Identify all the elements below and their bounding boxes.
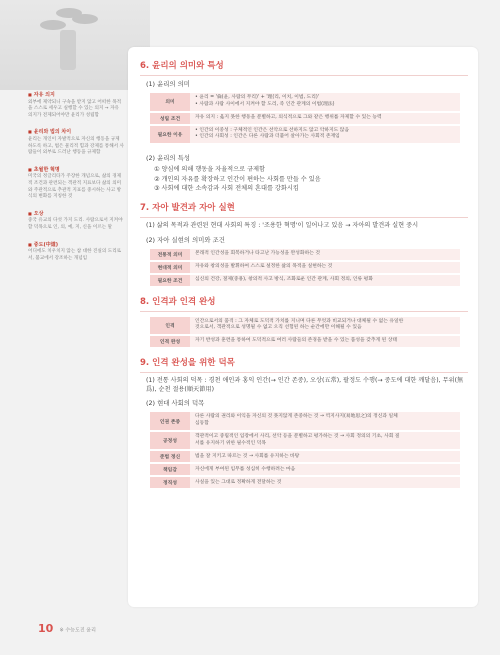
row-value xyxy=(190,317,460,335)
sidebar-note xyxy=(28,211,124,232)
divider xyxy=(140,75,468,76)
table-row xyxy=(150,412,460,430)
sidebar-note-title: ■ 초월한 혁명 xyxy=(28,167,124,174)
page-footer xyxy=(38,622,96,635)
subsection-heading: (2) 현대 사회의 덕목 xyxy=(146,399,205,408)
row-label: 전통적 의미 xyxy=(150,249,190,260)
row-line: 객관적이고 중립적인 입장에서 사리, 선악 등을 분별하고 평가하는 것 → 사회 정의의 기초, 사회 질 xyxy=(195,433,400,439)
row-label: 성립 조건 xyxy=(150,113,190,124)
table-row xyxy=(150,451,460,462)
vase-shape xyxy=(60,30,76,70)
table-row xyxy=(150,93,460,111)
row-label: 준법 정신 xyxy=(150,451,190,462)
subsection-heading: (1) 윤리의 의미 xyxy=(146,80,190,88)
leaf-shape xyxy=(56,8,82,18)
subsection-heading: (2) 자아 실현의 의미와 조건 xyxy=(146,235,225,244)
section-title: 9. 인격 완성을 위한 덕목 xyxy=(140,358,235,369)
page-number: 10 xyxy=(38,622,54,635)
section-title: 7. 자아 발견과 자아 실현 xyxy=(140,202,235,213)
row-label: 인격 xyxy=(150,317,190,335)
row-line: • 인간의 이중성 : 구체적인 인간은 선악으로 선하지도 않고 악하지도 않음 xyxy=(195,127,350,133)
row-line: • 윤리 = '倫(윤, 사람의 무리)' + '理(리, 이치, 이법, 도리)' xyxy=(195,95,320,100)
sidebar-note xyxy=(28,92,124,119)
sidebar-note xyxy=(28,242,124,263)
subsection-text: (1) 전통 사회의 덕목 : 경천 애인과 홍익 인간(→ 인간 존중), 오상(五常), 팔정도 수행(→ 중도에 대한 깨달음), 무위(無爲), 순천 절용(順天節用) xyxy=(146,377,464,394)
row-line: 심동함 xyxy=(195,421,209,427)
sidebar-note xyxy=(28,167,124,201)
row-value xyxy=(190,113,460,124)
divider xyxy=(140,311,468,312)
row-value xyxy=(190,432,460,450)
divider xyxy=(140,217,468,218)
sidebar-note-text: 외부에 제약되니 구속을 받지 않고 어떠한 목적을 스스로 세우고 실행할 수 있는 의지 → 자유 의지가 전제되어야만 윤리가 성립함 xyxy=(28,99,122,118)
subsection-text: (1) 삶의 목적과 관련된 현대 사회의 특징 : '조용한 혁명'이 일어나고 있음 → 자아의 발견과 실현 중시 xyxy=(146,221,419,229)
row-line: • 인간의 사회성 : 인간은 다른 사람과 더불어 살아가는 사회적 존재임 xyxy=(195,134,340,140)
row-label: 필요한 조건 xyxy=(150,275,190,286)
row-value: 법을 잘 지키고 따르는 것 → 사회를 유지하는 바탕 xyxy=(190,451,460,462)
definition-table xyxy=(150,315,460,350)
definition-table xyxy=(150,247,460,288)
sidebar-note-title: ■ 자유 의지 xyxy=(28,92,124,99)
row-label: 의미 xyxy=(150,93,190,111)
list-item: ③ 사회에 대한 소속감과 사회 전체의 혼대를 강화시킴 xyxy=(154,185,299,193)
table-row xyxy=(150,336,460,347)
definition-table xyxy=(150,410,460,490)
row-value: 자유와 창의성을 발휘하여 스스로 설정한 삶의 목적을 실현하는 것 xyxy=(190,262,460,273)
row-value: 자신에게 부여된 임무를 성심히 수행하려는 마음 xyxy=(190,464,460,475)
sidebar-note-text: 윤리는 개인이 자발적으로 자신의 행동을 규제하도록 하고, 법은 물리적 힘과 강제를 통해서 사람들이 외부로 드러난 행동을 규제함 xyxy=(28,136,124,156)
list-item: ① 양심에 의해 행동을 자율적으로 규제함 xyxy=(154,166,266,174)
row-line: 다른 사람의 권리와 이익을 자신의 것 못지않게 존중하는 것 → 역지사지(易地思之)의 정신과 일체 xyxy=(195,414,398,420)
row-label: 인격 완성 xyxy=(150,336,190,347)
sidebar-note-title: ■ 오상 xyxy=(28,211,124,218)
table-row xyxy=(150,275,460,286)
row-value: 사실을 있는 그대로 정확하게 전달하는 것 xyxy=(190,477,460,488)
row-label: 정직성 xyxy=(150,477,190,488)
row-line: 서를 유지하기 위한 필수적인 덕목 xyxy=(195,440,266,446)
main-content xyxy=(140,57,468,490)
sidebar-note xyxy=(28,129,124,156)
leaf-shape xyxy=(40,20,66,30)
table-row xyxy=(150,262,460,273)
table-row xyxy=(150,249,460,260)
row-label: 인권 존중 xyxy=(150,412,190,430)
sidebar-note-text: 중국 유교의 다섯 가지 도리. 사람으로서 지켜야 할 덕목으로 인, 의, 예, 지, 신을 이르는 말 xyxy=(28,218,123,230)
divider xyxy=(140,372,468,373)
row-line: 것으로서, 객관적으로 성명될 수 없고 오직 선험된 하는 순간에만 이해될 수 있음 xyxy=(195,325,362,331)
list-item: ② 개인의 자유를 확장하고 인간이 편하는 사회를 만들 수 있음 xyxy=(154,175,321,183)
table-row xyxy=(150,113,460,124)
content-card xyxy=(128,47,478,607)
table-row xyxy=(150,477,460,488)
row-value xyxy=(190,93,460,111)
section-title: 6. 윤리의 의미와 특성 xyxy=(140,61,224,71)
subsection-heading: (2) 윤리의 특성 xyxy=(146,154,190,163)
table-row xyxy=(150,432,460,450)
sidebar-notes xyxy=(28,92,124,272)
sidebar-note-title: ■ 중도(中道) xyxy=(28,242,124,249)
row-line: 인간으로서의 품격 : 그 자체로 도덕적 가치를 지니며 다른 무엇과 비교되거나 대체될 수 없는 유일한 xyxy=(195,318,404,324)
row-label: 책임감 xyxy=(150,464,190,475)
table-row xyxy=(150,464,460,475)
row-line: • 사람과 사람 사이에서 지켜야 할 도리, 즉 인간 관계의 이법(理法) xyxy=(195,101,335,107)
row-value: 심신의 건강, 절제(중용), 창의적 사고 방식, 조화로운 인간 관계, 사회 정의, 인류 평화 xyxy=(190,275,460,286)
row-value: 자기 반성과 훈련을 통하여 도덕적으로 여러 사람들의 존경을 받을 수 있는 품성을 갖추게 된 상태 xyxy=(190,336,460,347)
row-label: 공정성 xyxy=(150,432,190,450)
definition-table xyxy=(150,91,460,145)
sidebar-note-text: 미국의 정글리타가 주장한 개념으로, 삶의 경제적 조건과 관련되는 객관적 지표보다 삶의 의미와 주관적으로 추관적 지표를 중시하는 사고 방식의 변화를 지칭한 것 xyxy=(28,174,122,200)
row-value xyxy=(190,412,460,430)
section-title: 8. 인격과 인격 완성 xyxy=(140,296,216,307)
row-value xyxy=(190,126,460,144)
table-row xyxy=(150,317,460,335)
table-row xyxy=(150,126,460,144)
row-label: 현대적 의미 xyxy=(150,262,190,273)
sidebar-note-text: 어디에도 치우치지 않는 참 대한 진실의 도리로서, 불교에서 강조하는 개념임 xyxy=(28,249,122,261)
row-value: 본래적 인간성을 회복하거나 타고난 가능성을 완성화하는 것 xyxy=(190,249,460,260)
sidebar-note-title: ■ 윤리와 법의 차이 xyxy=(28,129,124,136)
row-label: 필요한 이유 xyxy=(150,126,190,144)
row-line: 자유 의지 : 옳지 못한 행동을 분별하고, 의식적으로 그와 같은 행위를 자제할 수 있는 능력 xyxy=(195,114,382,120)
book-label: ※ 수능도진 윤리 xyxy=(59,627,96,634)
